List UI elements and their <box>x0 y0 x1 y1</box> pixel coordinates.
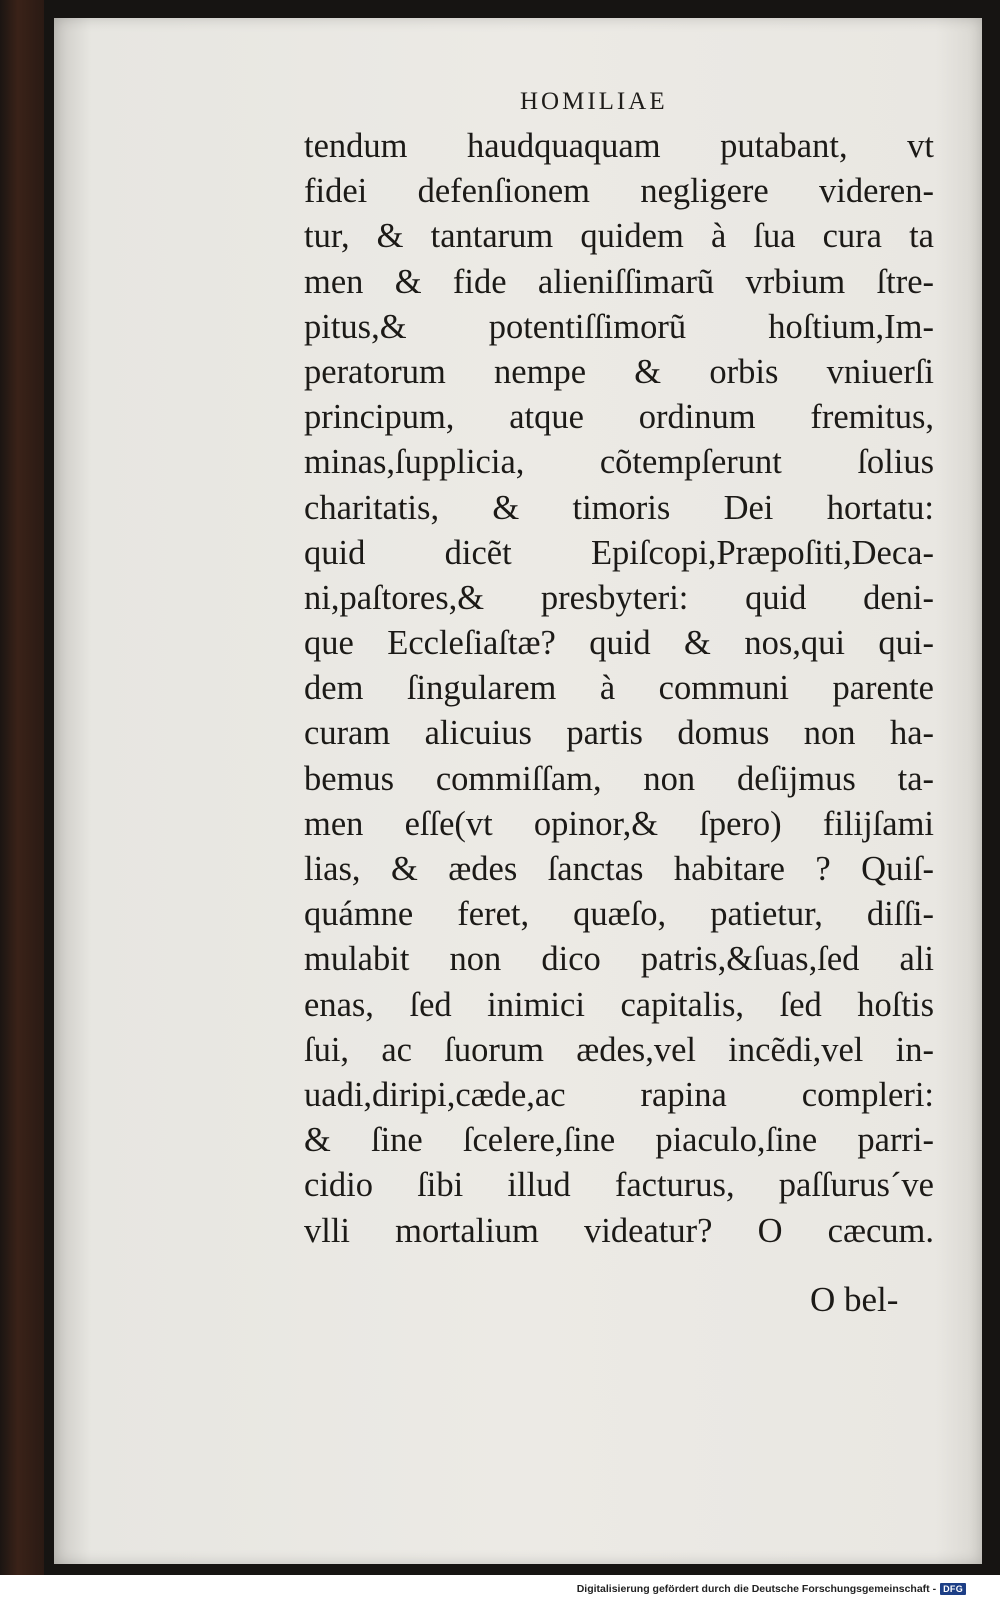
text-line: uadi,diripi,cæde,ac rapina compleri: <box>304 1075 934 1114</box>
text-line: fidei defenſionem negligere videren- <box>304 172 934 211</box>
catchword: O bel- <box>810 1280 899 1319</box>
text-line: tendum haudquaquam putabant, vt <box>304 127 934 165</box>
text-line: vlli mortalium videatur? O cæcum. <box>304 1211 934 1250</box>
running-head: HOMILIAE <box>520 88 668 115</box>
text-line: peratorum nempe & orbis vniuerſi <box>304 352 934 391</box>
text-line: enas, ſed inimici capitalis, ſed hoſtis <box>304 985 934 1024</box>
text-line: principum, atque ordinum fremitus, <box>304 398 934 437</box>
text-line: tur, & tantarum quidem à ſua cura ta <box>304 217 934 256</box>
text-line: charitatis, & timoris Dei hortatu: <box>304 488 934 527</box>
text-line: ſui, ac ſuorum ædes,vel incẽdi,vel in- <box>304 1030 934 1069</box>
text-line: ni,paſtores,& presbyteri: quid deni- <box>304 578 934 617</box>
text-line: cidio ſibi illud facturus, paſſurus´ve <box>304 1166 934 1205</box>
book-cover-edge <box>0 0 44 1575</box>
text-line: men eſſe(vt opinor,& ſpero) filijſami <box>304 804 934 843</box>
text-line: que Eccleſiaſtæ? quid & nos,qui qui- <box>304 624 934 663</box>
text-line: mulabit non dico patris,&ſuas,ſed ali <box>304 940 934 979</box>
dfg-logo-icon: DFG <box>940 1583 966 1595</box>
text-line: dem ſingularem à communi parente <box>304 669 934 708</box>
text-line: & ſine ſcelere,ſine piaculo,ſine parri- <box>304 1121 934 1160</box>
text-line: curam alicuius partis domus non ha- <box>304 714 934 753</box>
text-line: pitus,& potentiſſimorũ hoſtium,Im- <box>304 307 934 346</box>
credit-text: Digitalisierung gefördert durch die Deutsche Forschungsgemeinschaft - <box>576 1583 937 1595</box>
digitization-credit <box>577 1578 966 1600</box>
text-line: minas,ſupplicia, cõtempſerunt ſolius <box>304 443 934 482</box>
text-line: quámne feret, quæſo, patietur, diſſi- <box>304 895 934 934</box>
text-line: men & fide alieniſſimarũ vrbium ſtre- <box>304 262 934 301</box>
text-line: lias, & ædes ſanctas habitare ? Quiſ- <box>304 850 934 888</box>
text-line: quid dicẽt Epiſcopi,Præpoſiti,Deca- <box>304 533 934 572</box>
body-text <box>304 124 934 1254</box>
text-line: bemus commiſſam, non deſijmus ta- <box>304 759 934 798</box>
